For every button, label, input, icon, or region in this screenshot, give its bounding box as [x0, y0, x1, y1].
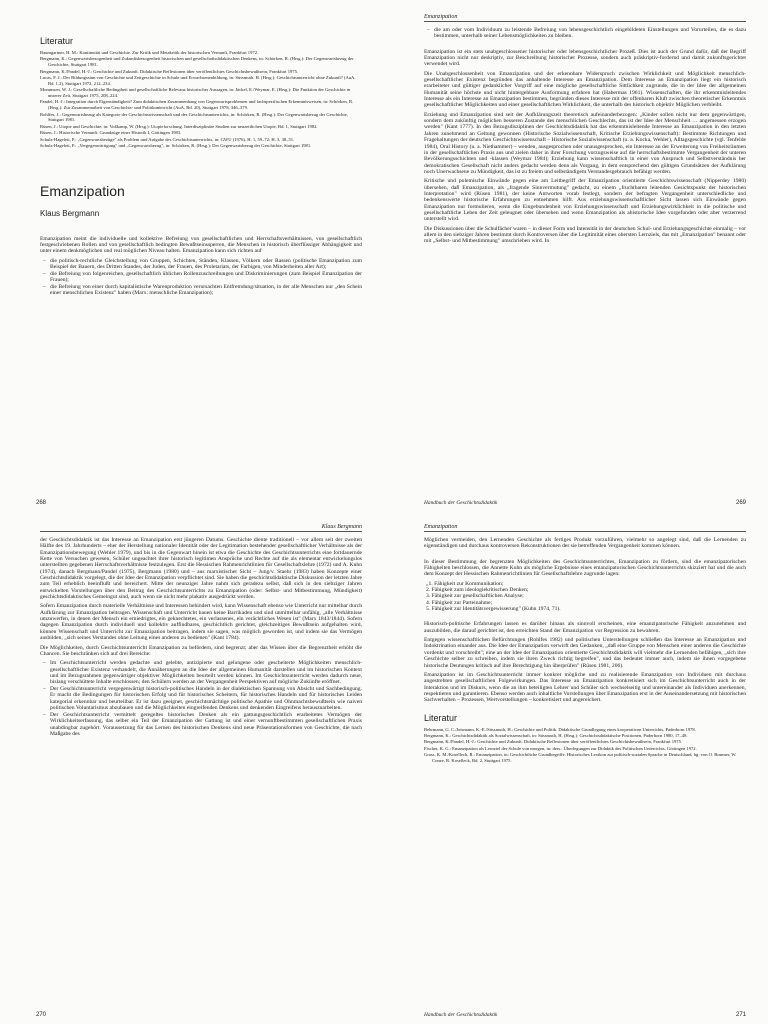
list-item: 4. Fähigkeit zur Parteinahme;: [426, 599, 493, 606]
list-item: – Im Geschichtsunterricht werden gedachte und gelebte, antizipierte und gelungene oder gescheiterte Möglichkeiten menschlich-gesellschaftlicher Existenz verhandelt, die Annäherungen an die Idee der allgemeinen Humanität darstellen und im historischen Kontext und im Bezugsrahmen gegenwärtiger objektiver Möglichkeiten beurteilt werden können. Im Geschichtsunterricht werden dadurch neue, bislang verschüttete Inhalte erschlossen; den Schülern werden an der Vergangenheit Perspektiven auf mögliche Zukünfte eröffnet.: [50, 660, 362, 685]
body-paragraph: Emanzipation ist im Geschichtsunterricht immer konkret mögliche und zu realisierende Emanzipation von Individuen mit durchaus angestrebten gesellschaftlichen Folgewirkungen. Das Interesse an Emanzipation konkretisiert sich im Geschichtsunterricht auch in der Interaktion und im Diskurs, wenn die an ihm beteiligten Lehrer und Schüler sich wechselseitig und untereinander als Individuen anerkennen, respektieren und garantieren. Ebenso werden auch inhaltliche Vorstellungen über Emanzipation erst in der Auseinandersetzung mit historischen Sachverhalten – Prozessen, Wertvorstellungen – konkretisiert und angereichert.: [424, 671, 746, 704]
list-item: – die Befreiung von folgenreichen, gesellschaftlich üblichen Rollenzuschreibungen und Diskriminierungen (zum Beispiel Emanzipation der Frauen);: [50, 271, 362, 284]
page-269: [384, 0, 768, 512]
body-paragraph: Erziehung und Emanzipation sind seit der Aufklärungszeit theoretisch aufeinanderbezogen: „Kinder sollen nicht nur dem gegenwärtigen, sondern dem zukünftig möglichen besseren Zustande des menschlichen Geschlechts, das ist der Idee der Menschheit … angemessen erzogen werden" (Kant 1777). In den Bezugsdisziplinen der Geschichtsdidaktik hat das erkenntnisleitende Interesse an Emanzipation in den letzten Jahren zunehmend an Geltung gewonnen (Historische Sozialwissenschaft, Kritische Erziehungswissenschaft): Bestimmte Richtungen und Fragehaltungen der deutschen Geschichtswissenschaft – Historische Sozialwissenschaft (u. a. Kocka, Wehler), Alltagsgeschichte (vgl. Tenfelde 1984), Oral History (u. a. Niethammer) – wenden, ausgesprochen oder unausgesprochen, ein Interesse an der Erweiterung von Freiheitsräumen in der gesellschaftlichen Praxis aus und zielen daher in ihrer Forschung vorzugsweise auf die herrschaftsbestimmte Vergangenheit der unteren Bevölkerungsschichten und -klassen (Weymar 1984); Erziehung kann wissenschaftlich in einer von Anspruch und Selbstverständnis her demokratischen Gesellschaft nicht anders gedacht werden denn als Vorgang, in dem entsprechend den gültigen Grundsätzen der Aufklärung noch Unerwachsene zu Mündigkeit, das ist zu freiem und selbständigem Verstandesgebrauch befähigt werden.: [424, 111, 746, 175]
body-paragraph: Kritische und polemische Einwände gegen eine am Leitbegriff der Emanzipation orientierte Geschichtswissenschaft (Nipperdey 1980) übersehen, daß Emanzipation, als „fragende Sinnvermutung" gedacht, zu einem „fruchtbaren leitenden Gesichtspunkt der historischen Interpretation" wird (Rüsen 1981), der keine Antworten vorab festlegt, sondern der befragten Vergangenheit unterschiedliche und bedenkenswerte historische Erfahrungen zu entnehmen hilft. Aus erziehungswissenschaftlicher Sicht lassen sich Einwände gegen Emanzipation nur formulieren, wenn die Eingebundenheit von Erziehungswissenschaft und Erziehungswirklichkeit in die politische und gesellschaftliche Leben der Zeit geleugnet oder übersehen und wenn Emanzipation als ahistorische Idee vorgefunden oder aber verzerrend unterstellt wird.: [424, 178, 746, 223]
reference-item: Bergmann, K./Pandel, H.-J.: Geschichte und Zukunft. Didaktische Reflexionen über veröffentlichtes Geschichtsbewußtsein, Frankfurt 1975.: [424, 739, 683, 745]
numbered-list: [424, 581, 746, 613]
list-item: – die politisch-rechtliche Gleichstellung von Gruppen, Schichten, Ständen, Klassen, Völkern oder Rassen (politische Emanzipation zum Beispiel der Bauern, des Dritten Standes, der Juden, der Frauen, des Proletariats, der Farbigen, von Minderheiten aller Art);: [50, 258, 362, 271]
list-item: 2. Fähigkeit zum ideologiekritischen Denken;: [426, 587, 529, 594]
reference-item: Fischer, K. G.: Emanzipation als Lernziel der Schule von morgen, in: ders.: Überlegungen zur Didaktik des Politischen Unterrichts, Göttingen 1972.: [424, 745, 697, 751]
reference-item: Schulz-Hageleit, P.: „Gegenwartsbezüge" als Problem und Aufgabe des Geschichtsunterrichts, in: GWU (1976), H. 1, 59–72; H. 3, 38–51.: [40, 136, 295, 142]
reference-item: Behrmann, G. C./Jeismann, K.-E./Süssmuth, H.: Geschichte und Politik. Didaktische Grundlegung eines kooperativen Unterrichts, Paderborn 1978.: [424, 726, 696, 732]
body-paragraph: Emanzipation meint die individuelle und kollektive Befreiung von gesellschaftlichen und Herrschaftsverhältnissen, von gesellschaftlich festgeschriebenen Rollen und von gesellschaftlich bedingten Bewußtseinssperren, die Menschen in historisch überflüssiger Abhängigkeit und unter einem denkmöglichen und real möglichen Niveau halten. Emanzipation kann sich richten auf: [40, 235, 362, 255]
list-item: 3. Fähigkeit zur gesellschaftlichen Analyse;: [426, 593, 524, 600]
body-paragraph: Möglichen vermeiden, den Lernenden Geschichte als fertiges Produkt vorzuführen, vielmehr so angelegt sind, daß die Lernenden zu eigenständigen und durchaus kontroversen Rekonstruktionen der sie betreffenden Vergangenheit kommen können.: [424, 537, 746, 550]
list-item: – die am oder vom Individuum zu leistende Befreiung von lebensgeschichtlich eingebildeten Einstellungen und Vorurteilen, die es dazu bestimmen, unterhalb seiner Lebensmöglichkeiten zu bleiben.: [434, 27, 746, 40]
reference-item: Bergmann, K.: Gegenwartsbezogenheit und Zukunftsbezogenheit historischen und gesellschaftsdidaktischen Denkens, in: Schörken, R. (Hrsg.): Der Gegenwartsbezug der Geschichte, Stuttgart 1981.: [40, 56, 354, 68]
article-title: Emanzipation: [40, 182, 125, 199]
article-author: Klaus Bergmann: [40, 208, 100, 218]
page-268: [0, 0, 384, 512]
body-paragraph: Sofern Emanzipation durch materielle Verhältnisse und Interessen behindert wird, kann Wissenschaft ebenso wie Unterricht nur mittelbar durch Aufklärung zur Emanzipation beitragen. Wissenschaft und Unterricht bauen keine Barrikaden und sind unmittelbar unfähig, „alle Verhältnisse umzuwerfen, in denen der Mensch ein erniedrigtes, ein geknechtetes, ein verlassenes, ein verächtliches Wesen ist" (Marx 1843/1844). Sofern dagegen Emanzipation durch individuell und kollektiv auffindbares, geschichtlich gerichtet, gleichzeitiges Bewußtsein aufgehalten wird, können Wissenschaft und Unterricht zur Emanzipation beitragen, indem sie sagen, was möglich geworden ist, und indem sie das Vermögen ausbilden, „sich seines Verstandes ohne Leitung eines anderen zu bedienen" (Kant 1784).: [40, 603, 362, 642]
body-paragraph: In dieser Bestimmung der begrenzten Möglichkeiten des Geschichtsunterrichtes, Emanzipation zu fördern, sind die emanzipatorischen Fähigkeiten beschlossen, die Annette Kuhn als mögliche Ergebnisse eines emanzipatorischen Geschichtsunterrichts skizziert hat und die auch dem Konzept der Hessischen Rahmenrichtlinien für Gesellschaftslehre zugrunde lagen:: [424, 558, 746, 578]
reference-item: Pandel, H.-J.: Integration durch Eigenständigkeit? Zum didaktischen Zusammenhang von Gegenwartsproblemen und fachspezifischen Erkenntnisweisen, in: Schörken, R. (Hrsg.): Zur Zusammenarbeit von Geschichts- und Politikunterricht (AuA, Bd. 20), Stuttgart 1978, 346–379.: [40, 99, 354, 111]
body-paragraph: Emanzipation ist ein stets unabgeschlossener historischer oder lebensgeschichtlicher Prozeß. Dies ist auch der Grund dafür, daß der Begriff Emanzipation nicht nur deskriptiv, zur Beschreibung historischer Prozesse, sondern auch präskriptiv-fordernd und damit zukunftsgerichtet verwendet wird.: [424, 48, 746, 68]
reference-item: Bergmann, K./Pandel, H.-J.: Geschichte und Zukunft. Didaktische Reflexionen über veröffentlichtes Geschichtsbewußtsein, Frankfurt 1975.: [40, 68, 299, 74]
page-271: [384, 512, 768, 1024]
running-head: Emanzipation: [424, 14, 746, 22]
page-footer: [424, 500, 746, 506]
dash-list: [40, 258, 362, 297]
list-item: 5. Fähigkeit zur Identitätsvergewisserung" (Kuhn 1974, 71).: [426, 606, 561, 613]
page-270: [0, 512, 384, 1024]
dash-list: [424, 27, 746, 40]
dash-list: [40, 660, 362, 737]
reference-item: Rohlfes, J.: Gegenwartsbezug als Kategorie der Geschichtswissenschaft und des Geschichtsunterrichts, in: Schörken, R. (Hrsg.): Der Gegenwartsbezug der Geschichte, Stuttgart 1981.: [40, 111, 348, 123]
body-paragraph: Entgegen wissenschaftlichen Befürchtungen (Rohlfes 1982) und politischen Unterstellungen schließen das Interesse an Emanzipation und Indoktrination einander aus. Die Idee der Emanzipation verwirft den Gedanken, „daß eine Gruppe von Menschen einer anderen die Geschichte vordenkt und vorschreibt"; eine an der Idee der Emanzipation orientierte Geschichtsdidaktik will vielmehr die Lernenden befähigen, „sich ihre Geschichte selber zu schreiben, indem sie ihren Zweck richtig begreifen", und das bedeutet immer auch, indem sie ihnen vorgegebene historische Deutungen kritisch auf ihre Berechtigung hin überprüfen" (Rüsen 1981, 206).: [424, 637, 746, 669]
list-item: „1. Fähigkeit zur Kommunikation;: [426, 580, 504, 587]
page-number: 269: [735, 500, 746, 506]
reference-item: Grass, K. M./Koselleck, R.: Emanzipation, in: Geschichtliche Grundbegriffe. Historisches Lexikon zur politisch-sozialen Sprache in Deutschland, hg. von O. Brunner, W. Conze, R. Koselleck, Bd. 2, Stuttgart 1975.: [424, 752, 737, 763]
page-number: 268: [36, 500, 47, 506]
reference-list: [424, 727, 746, 764]
literature-heading: Literatur: [40, 36, 74, 46]
body-paragraph: Die Möglichkeiten, durch Geschichtsunterricht Emanzipation zu befördern, sind begrenzt; aber das Wissen über die Begrenztheit erhöht die Chancen. Sie beschränken sich auf drei Bereiche:: [40, 644, 362, 657]
reference-item: Schulz-Hageleit, P.: „Vergegenwärtigung" und „Gegenwartsbezug", in: Schörken, R. (Hrsg.): Der Gegenwartsbezug der Geschichte, Stuttgart 1981.: [40, 142, 312, 148]
body-paragraph: Historisch-politische Erfahrungen lassen es darüber hinaus als sinnvoll erscheinen, eine emanzipatorische Fähigkeit anzunehmen und auszubilden, die darauf gerichtet ist, den erreichten Stand der Emanzipation vor Regression zu bewahren.: [424, 621, 746, 634]
page-number: 270: [36, 1012, 47, 1018]
reference-item: Lucas, F. J.: Der Bildungssinn von Geschichte und Zeitgeschichte in Schule und Erwachsenenbildung, in: Süssmuth, H. (Hrsg.): Geschichtsunterricht ohne Zukunft? (AuA, Bd. 1,2), Stuttgart 1972, 212–234.: [40, 74, 356, 86]
footer-title: Handbuch der Geschichtsdidaktik: [424, 1012, 498, 1018]
reference-item: Mommsen, W. J.: Gesellschaftliche Bedingtheit und gesellschaftliche Relevanz historischer Aussagen, in: Jäckel, E./Weymar, E. (Hrsg.): Die Funktion der Geschichte in unserer Zeit, Stuttgart 1975, 208–224.: [40, 87, 351, 98]
running-head: Klaus Bergmann: [40, 524, 362, 532]
body-paragraph: der Geschichtsdidaktik ist das Interesse an Emanzipation erst jüngeren Datums. Geschichte diente traditionell – vor allem seit der zweiten Hälfte des 19. Jahrhunderts – eher der Herstellung nationaler Identität oder der Legitimation bestehender gesellschaftlicher Verhältnisse als der Emanzipationsbewegung (Wehler 1979), und bis in die Gegenwart hinein ist etwa die Geschichte des Geschichtsunterrichts eine fortdauernde Kette von Versuchen gewesen, Schüler ungeachtet ihrer historisch legitimen Ansprüche und Rechte auf die als elementar entwickelungslos unterstellten gegebenen Herrschaftsverhältnisse festzulegen. Erst die Hessischen Rahmenrichtlinien für Gesellschaftslehre (1972) und A. Kuhn (1974), danach Bergmann/Pandel (1975), Bergmann (1980) und – aus marxistischer Sicht – Jung/v. Staehr (1983) haben Konzepte einer Geschichtsdidaktik vorgelegt, die der Idee der Emanzipation verpflichtet sind. Sie haben die geschichtsdidaktische Diskussion der letzten Jahre zum Teil erheblich beeinflußt und bereichert. Mitte der neunziger Jahre nahm sich geradezu selbst, daß sich in den siebziger Jahren entwickelten Vorstellungen über den Beitrag des Geschichtsunterrichts zu Emanzipation (oder: Selbst- und Mitbestimmung, Mündigkeit) geschichtsdidaktisches Gemeingut sind, auch wenn sie nicht mehr plakativ ausgedrückt werden.: [40, 537, 362, 601]
reference-item: Bergmann, K.: Geschichtsdidaktik als Sozialwissenschaft, in: Süssmuth, H. (Hrsg.): Geschichtsdidaktische Positionen, Paderborn 1980, 17–48.: [424, 732, 688, 738]
reference-list: [40, 50, 362, 149]
reference-item: Rüsen, J.: Utopie und Geschichte, in: Voßkamp, W. (Hrsg.): Utopieforschung. Interdisziplinäre Studien zur neuzeitlichen Utopie, Bd. 1, Stuttgart 1982.: [40, 123, 318, 129]
page-number: 271: [735, 1012, 746, 1018]
list-item: – Der Geschichtsunterricht vermittelt geregeltes historisches Denken als ein gattungsgeschichtlich erarbeitetes Vermögen der Wirklichkeitserfassung, das selber ein Teil der Emanzipation der Gattung ist und einer vernunftbestimmten gesellschaftlichen Praxis unabdingbar zugehört. Voraussetzung für das Lernen des historischen Denkens sind neue Präsentationsformen von Geschichte, die nach Maßgabe des: [50, 712, 362, 737]
list-item: – die Befreiung von einer durch kapitalistische Warenproduktion verursachten Entfremdung/situation, in der alle Menschen nur „den Schein einer menschlichen Existenz" haben (Marx: menschliche Emanzipation);: [50, 284, 362, 297]
reference-item: Baumgartner, H. M.: Kontinuität und Geschichte. Zur Kritik und Metakritik der historischen Vernunft, Frankfurt 1972.: [40, 50, 259, 55]
page-footer: [424, 1012, 746, 1018]
body-paragraph: Die Unabgeschlossenheit von Emanzipation und der erkennbare Widerspruch zwischen Wirklichkeit und Möglichkeit menschlich-gesellschaftlicher Existenz begründen das anhaltende Interesse an Emanzipation. Dem Interesse an Emanzipation liegt ein historisch erarbeiteter und gültiger gedanklicher Vorgriff auf eine mögliche gesellschaftliche Sittlichkeit zugrunde, die in der Idee der allgemeinen Humanität seine höchste und nicht hintergehbare Ausformung erfahren hat (Habermas 1961). Wissenschaften, die ihr erkenntnisleitendes Interesse als ein Interesse an Emanzipation bestimmen, begründen dieses Interesse mit der offenbaren Kluft zwischen theoretischer Erkenntnis gesellschaftlicher Möglichkeiten und einer gesellschaftlichen Wirklichkeit, die unterhalb des historisch objektiv Möglichen verbleibt.: [424, 70, 746, 109]
reference-item: Rüsen, J.: Historische Vernunft. Grundzüge einer Historik I, Göttingen 1983.: [40, 130, 182, 136]
body-paragraph: Die Diskussionen über die Schulfächer waren – in dieser Form und Intensität in der deutschen Schul- und Erziehungsgeschichte einmalig – vor allem in den siebziger Jahren bestimmt durch Kontroversen über die Legitimität eines obersten Lernziels, das mit „Emanzipation" benannt oder mit „Selbst- und Mitbestimmung" umschrieben wird. In: [424, 225, 746, 245]
literature-heading: Literatur: [424, 712, 458, 723]
list-item: – Der Geschichtsunterricht vergegenwärtigt historisch-politisches Handeln in der dialektischen Spannung von Absicht und Sachbedingung. Er macht die Bedingungen für historischen Erfolg und für historisches Scheitern, für historisches Handeln und für historisches Leiden kategorial erkennbar und beurteilbar. Er ist dazu geeignet, geschichtsmächtige politische Apathie und Ohnmachtsbewußtsein wie naiven politischen Voluntarismus abzubauen und die Möglichkeiten eingreifenden Denkens und denkenden Eingreifens herauszuarbeiten.: [50, 686, 362, 711]
running-head: Emanzipation: [424, 524, 746, 532]
footer-title: Handbuch der Geschichtsdidaktik: [424, 500, 498, 506]
